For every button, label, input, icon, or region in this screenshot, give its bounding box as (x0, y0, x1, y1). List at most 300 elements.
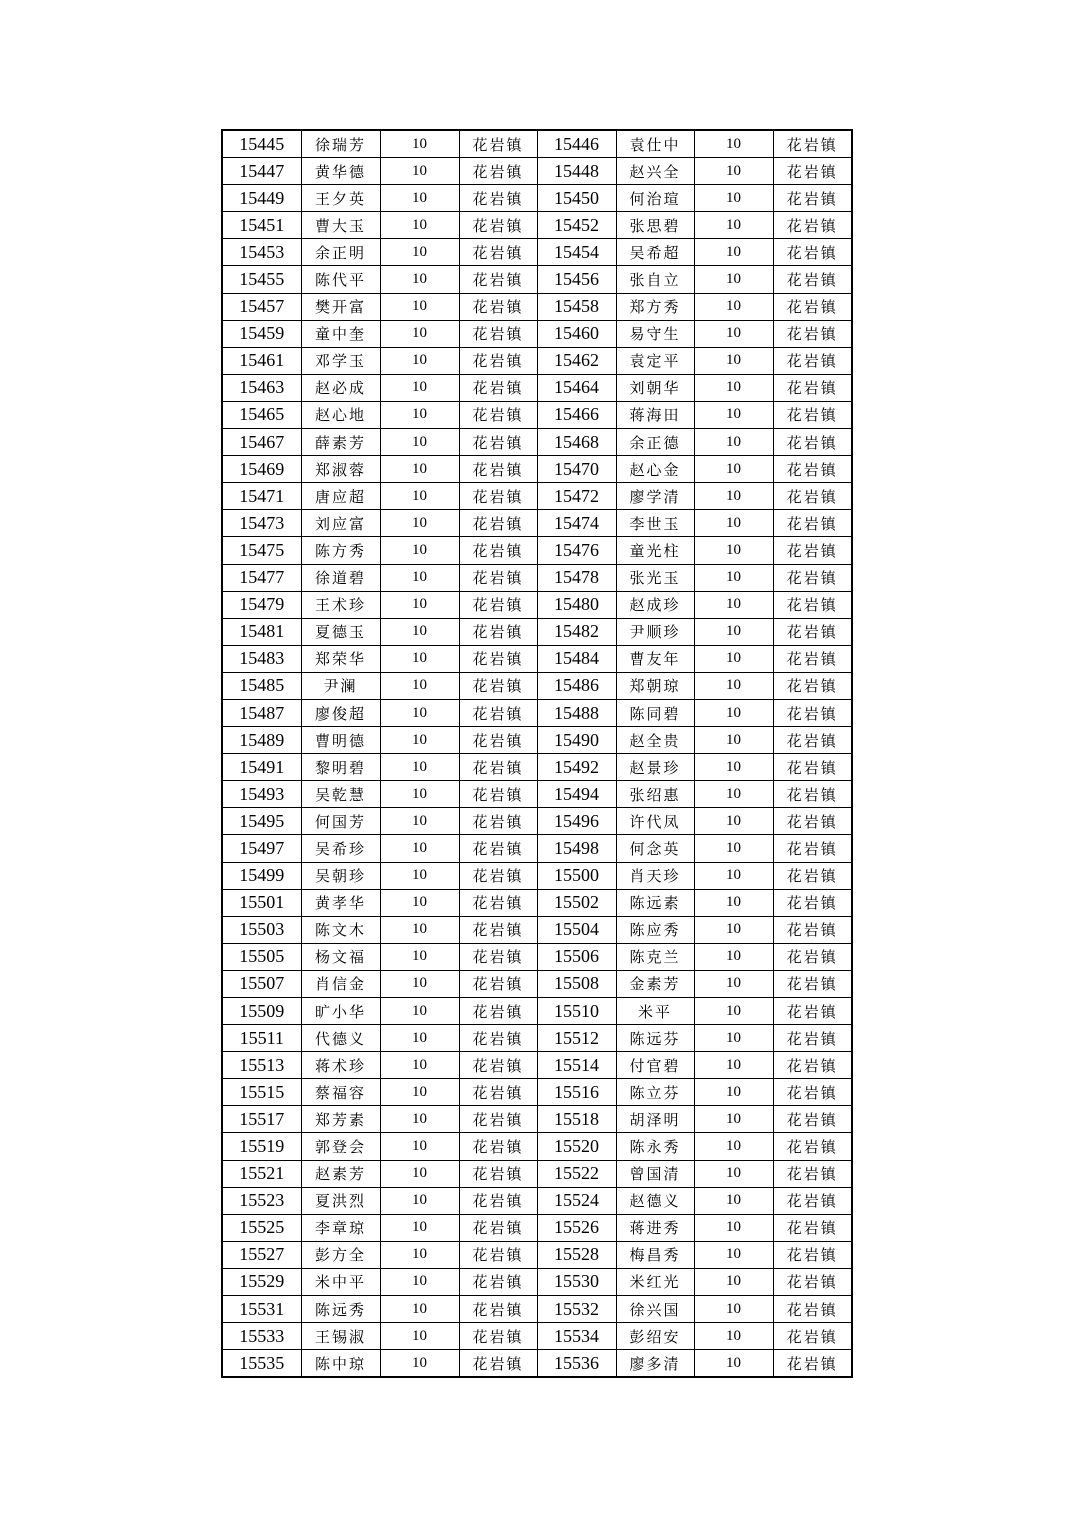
town-cell: 花岩镇 (459, 645, 537, 672)
record-id-cell: 15495 (222, 808, 301, 835)
count-cell: 10 (380, 672, 459, 699)
person-name-cell: 郑方秀 (616, 293, 694, 320)
record-id-cell: 15507 (222, 970, 301, 997)
count-cell: 10 (694, 1025, 773, 1052)
record-id-cell: 15458 (537, 293, 616, 320)
count-cell: 10 (380, 1296, 459, 1323)
person-name-cell: 陈克兰 (616, 943, 694, 970)
table-row (222, 862, 852, 889)
table-row (222, 970, 852, 997)
person-name-cell: 赵素芳 (301, 1160, 380, 1187)
count-cell: 10 (380, 266, 459, 293)
town-cell: 花岩镇 (773, 781, 852, 808)
count-cell: 10 (694, 320, 773, 347)
person-name-cell: 郑朝琼 (616, 672, 694, 699)
person-name-cell: 陈代平 (301, 266, 380, 293)
count-cell: 10 (694, 1187, 773, 1214)
table-row (222, 185, 852, 212)
person-name-cell: 蒋术珍 (301, 1052, 380, 1079)
town-cell: 花岩镇 (459, 185, 537, 212)
town-cell: 花岩镇 (773, 537, 852, 564)
town-cell: 花岩镇 (773, 456, 852, 483)
record-id-cell: 15502 (537, 889, 616, 916)
person-name-cell: 袁定平 (616, 347, 694, 374)
person-name-cell: 黄孝华 (301, 889, 380, 916)
town-cell: 花岩镇 (773, 212, 852, 239)
count-cell: 10 (694, 889, 773, 916)
record-id-cell: 15528 (537, 1241, 616, 1268)
person-name-cell: 徐瑞芳 (301, 130, 380, 158)
count-cell: 10 (380, 727, 459, 754)
person-name-cell: 唐应超 (301, 483, 380, 510)
record-id-cell: 15463 (222, 374, 301, 401)
table-row (222, 916, 852, 943)
record-id-cell: 15461 (222, 347, 301, 374)
person-name-cell: 杨文福 (301, 943, 380, 970)
record-id-cell: 15506 (537, 943, 616, 970)
table-row (222, 754, 852, 781)
table-row (222, 943, 852, 970)
town-cell: 花岩镇 (773, 1025, 852, 1052)
count-cell: 10 (694, 456, 773, 483)
count-cell: 10 (694, 1214, 773, 1241)
person-name-cell: 李世玉 (616, 510, 694, 537)
record-id-cell: 15479 (222, 591, 301, 618)
town-cell: 花岩镇 (459, 1079, 537, 1106)
record-id-cell: 15501 (222, 889, 301, 916)
person-name-cell: 余正明 (301, 239, 380, 266)
town-cell: 花岩镇 (459, 808, 537, 835)
person-name-cell: 曹明德 (301, 727, 380, 754)
record-id-cell: 15486 (537, 672, 616, 699)
count-cell: 10 (380, 1106, 459, 1133)
record-id-cell: 15446 (537, 130, 616, 158)
table-row (222, 130, 852, 158)
town-cell: 花岩镇 (459, 1296, 537, 1323)
record-id-cell: 15500 (537, 862, 616, 889)
town-cell: 花岩镇 (773, 1160, 852, 1187)
table-row (222, 889, 852, 916)
town-cell: 花岩镇 (773, 483, 852, 510)
town-cell: 花岩镇 (773, 1079, 852, 1106)
table-row (222, 374, 852, 401)
person-name-cell: 黎明碧 (301, 754, 380, 781)
record-id-cell: 15508 (537, 970, 616, 997)
record-id-cell: 15464 (537, 374, 616, 401)
table-row (222, 1296, 852, 1323)
count-cell: 10 (380, 835, 459, 862)
person-name-cell: 王术珍 (301, 591, 380, 618)
town-cell: 花岩镇 (459, 537, 537, 564)
person-name-cell: 许代凤 (616, 808, 694, 835)
record-id-cell: 15466 (537, 401, 616, 428)
town-cell: 花岩镇 (459, 320, 537, 347)
table-row (222, 1106, 852, 1133)
table-row (222, 808, 852, 835)
count-cell: 10 (380, 374, 459, 401)
count-cell: 10 (694, 1160, 773, 1187)
count-cell: 10 (694, 266, 773, 293)
town-cell: 花岩镇 (459, 401, 537, 428)
town-cell: 花岩镇 (459, 1106, 537, 1133)
town-cell: 花岩镇 (773, 727, 852, 754)
record-id-cell: 15489 (222, 727, 301, 754)
person-name-cell: 吴朝珍 (301, 862, 380, 889)
record-id-cell: 15510 (537, 998, 616, 1025)
record-id-cell: 15472 (537, 483, 616, 510)
count-cell: 10 (694, 130, 773, 158)
person-name-cell: 吴乾慧 (301, 781, 380, 808)
person-name-cell: 陈同碧 (616, 699, 694, 726)
count-cell: 10 (380, 781, 459, 808)
count-cell: 10 (694, 401, 773, 428)
count-cell: 10 (694, 347, 773, 374)
count-cell: 10 (380, 483, 459, 510)
record-id-cell: 15496 (537, 808, 616, 835)
town-cell: 花岩镇 (459, 456, 537, 483)
record-id-cell: 15459 (222, 320, 301, 347)
count-cell: 10 (380, 1187, 459, 1214)
roster-table (221, 129, 853, 1378)
person-name-cell: 米中平 (301, 1268, 380, 1295)
record-id-cell: 15475 (222, 537, 301, 564)
person-name-cell: 刘朝华 (616, 374, 694, 401)
person-name-cell: 彭绍安 (616, 1323, 694, 1350)
town-cell: 花岩镇 (773, 1241, 852, 1268)
table-row (222, 401, 852, 428)
table-row (222, 429, 852, 456)
table-row (222, 998, 852, 1025)
count-cell: 10 (380, 293, 459, 320)
count-cell: 10 (694, 293, 773, 320)
record-id-cell: 15462 (537, 347, 616, 374)
person-name-cell: 付官碧 (616, 1052, 694, 1079)
record-id-cell: 15485 (222, 672, 301, 699)
record-id-cell: 15532 (537, 1296, 616, 1323)
count-cell: 10 (694, 1350, 773, 1378)
person-name-cell: 米平 (616, 998, 694, 1025)
town-cell: 花岩镇 (773, 564, 852, 591)
table-row (222, 293, 852, 320)
person-name-cell: 黄华德 (301, 158, 380, 185)
town-cell: 花岩镇 (459, 618, 537, 645)
count-cell: 10 (380, 185, 459, 212)
table-row (222, 239, 852, 266)
record-id-cell: 15488 (537, 699, 616, 726)
record-id-cell: 15467 (222, 429, 301, 456)
record-id-cell: 15445 (222, 130, 301, 158)
record-id-cell: 15505 (222, 943, 301, 970)
table-row (222, 212, 852, 239)
table-row (222, 591, 852, 618)
town-cell: 花岩镇 (459, 591, 537, 618)
record-id-cell: 15451 (222, 212, 301, 239)
table-row (222, 835, 852, 862)
count-cell: 10 (694, 672, 773, 699)
person-name-cell: 刘应富 (301, 510, 380, 537)
town-cell: 花岩镇 (773, 1187, 852, 1214)
count-cell: 10 (694, 808, 773, 835)
town-cell: 花岩镇 (459, 754, 537, 781)
count-cell: 10 (694, 1133, 773, 1160)
table-row (222, 564, 852, 591)
person-name-cell: 徐道碧 (301, 564, 380, 591)
town-cell: 花岩镇 (459, 1187, 537, 1214)
person-name-cell: 赵心金 (616, 456, 694, 483)
table-row (222, 1268, 852, 1295)
count-cell: 10 (380, 239, 459, 266)
record-id-cell: 15513 (222, 1052, 301, 1079)
town-cell: 花岩镇 (773, 916, 852, 943)
person-name-cell: 薛素芳 (301, 429, 380, 456)
person-name-cell: 童光柱 (616, 537, 694, 564)
record-id-cell: 15534 (537, 1323, 616, 1350)
record-id-cell: 15503 (222, 916, 301, 943)
person-name-cell: 胡泽明 (616, 1106, 694, 1133)
record-id-cell: 15447 (222, 158, 301, 185)
town-cell: 花岩镇 (773, 754, 852, 781)
person-name-cell: 蒋海田 (616, 401, 694, 428)
count-cell: 10 (694, 998, 773, 1025)
record-id-cell: 15491 (222, 754, 301, 781)
count-cell: 10 (694, 429, 773, 456)
town-cell: 花岩镇 (773, 320, 852, 347)
count-cell: 10 (380, 1241, 459, 1268)
count-cell: 10 (380, 537, 459, 564)
count-cell: 10 (694, 943, 773, 970)
town-cell: 花岩镇 (773, 808, 852, 835)
record-id-cell: 15493 (222, 781, 301, 808)
record-id-cell: 15460 (537, 320, 616, 347)
record-id-cell: 15514 (537, 1052, 616, 1079)
count-cell: 10 (380, 564, 459, 591)
record-id-cell: 15515 (222, 1079, 301, 1106)
table-row (222, 510, 852, 537)
person-name-cell: 樊开富 (301, 293, 380, 320)
record-id-cell: 15522 (537, 1160, 616, 1187)
record-id-cell: 15482 (537, 618, 616, 645)
person-name-cell: 彭方全 (301, 1241, 380, 1268)
record-id-cell: 15471 (222, 483, 301, 510)
count-cell: 10 (380, 889, 459, 916)
person-name-cell: 赵全贵 (616, 727, 694, 754)
table-row (222, 320, 852, 347)
table-row (222, 618, 852, 645)
town-cell: 花岩镇 (773, 943, 852, 970)
count-cell: 10 (694, 916, 773, 943)
count-cell: 10 (380, 456, 459, 483)
person-name-cell: 王锡淑 (301, 1323, 380, 1350)
record-id-cell: 15499 (222, 862, 301, 889)
town-cell: 花岩镇 (773, 672, 852, 699)
person-name-cell: 袁仕中 (616, 130, 694, 158)
town-cell: 花岩镇 (459, 1350, 537, 1378)
person-name-cell: 李章琼 (301, 1214, 380, 1241)
count-cell: 10 (380, 130, 459, 158)
town-cell: 花岩镇 (773, 591, 852, 618)
town-cell: 花岩镇 (459, 672, 537, 699)
record-id-cell: 15456 (537, 266, 616, 293)
count-cell: 10 (694, 645, 773, 672)
table-row (222, 347, 852, 374)
town-cell: 花岩镇 (773, 347, 852, 374)
table-row (222, 1323, 852, 1350)
record-id-cell: 15523 (222, 1187, 301, 1214)
count-cell: 10 (694, 239, 773, 266)
record-id-cell: 15535 (222, 1350, 301, 1378)
town-cell: 花岩镇 (459, 1268, 537, 1295)
table-row (222, 1187, 852, 1214)
town-cell: 花岩镇 (773, 1106, 852, 1133)
town-cell: 花岩镇 (459, 1052, 537, 1079)
town-cell: 花岩镇 (773, 1350, 852, 1378)
person-name-cell: 尹澜 (301, 672, 380, 699)
town-cell: 花岩镇 (773, 699, 852, 726)
record-id-cell: 15519 (222, 1133, 301, 1160)
roster-body (222, 130, 852, 1377)
count-cell: 10 (380, 1052, 459, 1079)
table-row (222, 1214, 852, 1241)
record-id-cell: 15509 (222, 998, 301, 1025)
person-name-cell: 郭登会 (301, 1133, 380, 1160)
person-name-cell: 陈远秀 (301, 1296, 380, 1323)
record-id-cell: 15468 (537, 429, 616, 456)
count-cell: 10 (380, 808, 459, 835)
town-cell: 花岩镇 (459, 212, 537, 239)
table-row (222, 645, 852, 672)
record-id-cell: 15529 (222, 1268, 301, 1295)
town-cell: 花岩镇 (773, 293, 852, 320)
person-name-cell: 尹顺珍 (616, 618, 694, 645)
count-cell: 10 (694, 781, 773, 808)
record-id-cell: 15448 (537, 158, 616, 185)
record-id-cell: 15527 (222, 1241, 301, 1268)
town-cell: 花岩镇 (459, 158, 537, 185)
count-cell: 10 (380, 347, 459, 374)
record-id-cell: 15490 (537, 727, 616, 754)
person-name-cell: 徐兴国 (616, 1296, 694, 1323)
town-cell: 花岩镇 (459, 889, 537, 916)
town-cell: 花岩镇 (773, 1052, 852, 1079)
count-cell: 10 (380, 212, 459, 239)
table-row (222, 1160, 852, 1187)
town-cell: 花岩镇 (773, 266, 852, 293)
record-id-cell: 15531 (222, 1296, 301, 1323)
town-cell: 花岩镇 (773, 835, 852, 862)
record-id-cell: 15455 (222, 266, 301, 293)
town-cell: 花岩镇 (459, 483, 537, 510)
count-cell: 10 (694, 1296, 773, 1323)
count-cell: 10 (380, 1268, 459, 1295)
town-cell: 花岩镇 (773, 130, 852, 158)
person-name-cell: 张光玉 (616, 564, 694, 591)
town-cell: 花岩镇 (459, 130, 537, 158)
person-name-cell: 郑荣华 (301, 645, 380, 672)
town-cell: 花岩镇 (459, 1241, 537, 1268)
count-cell: 10 (380, 320, 459, 347)
town-cell: 花岩镇 (459, 699, 537, 726)
town-cell: 花岩镇 (459, 835, 537, 862)
record-id-cell: 15470 (537, 456, 616, 483)
person-name-cell: 廖学清 (616, 483, 694, 510)
count-cell: 10 (694, 618, 773, 645)
town-cell: 花岩镇 (773, 239, 852, 266)
count-cell: 10 (694, 510, 773, 537)
count-cell: 10 (380, 645, 459, 672)
person-name-cell: 廖俊超 (301, 699, 380, 726)
person-name-cell: 蔡福容 (301, 1079, 380, 1106)
person-name-cell: 张绍惠 (616, 781, 694, 808)
table-row (222, 1052, 852, 1079)
record-id-cell: 15483 (222, 645, 301, 672)
table-row (222, 537, 852, 564)
town-cell: 花岩镇 (459, 239, 537, 266)
count-cell: 10 (380, 510, 459, 537)
town-cell: 花岩镇 (773, 970, 852, 997)
count-cell: 10 (380, 970, 459, 997)
town-cell: 花岩镇 (459, 374, 537, 401)
table-row (222, 1133, 852, 1160)
town-cell: 花岩镇 (773, 1268, 852, 1295)
person-name-cell: 陈中琼 (301, 1350, 380, 1378)
record-id-cell: 15516 (537, 1079, 616, 1106)
count-cell: 10 (694, 862, 773, 889)
person-name-cell: 何治瑄 (616, 185, 694, 212)
town-cell: 花岩镇 (459, 916, 537, 943)
person-name-cell: 陈文木 (301, 916, 380, 943)
count-cell: 10 (694, 1106, 773, 1133)
person-name-cell: 赵心地 (301, 401, 380, 428)
count-cell: 10 (380, 1133, 459, 1160)
record-id-cell: 15512 (537, 1025, 616, 1052)
town-cell: 花岩镇 (773, 374, 852, 401)
count-cell: 10 (380, 429, 459, 456)
town-cell: 花岩镇 (459, 862, 537, 889)
town-cell: 花岩镇 (459, 510, 537, 537)
town-cell: 花岩镇 (773, 1214, 852, 1241)
person-name-cell: 余正德 (616, 429, 694, 456)
count-cell: 10 (380, 1350, 459, 1378)
person-name-cell: 陈远素 (616, 889, 694, 916)
record-id-cell: 15497 (222, 835, 301, 862)
person-name-cell: 陈应秀 (616, 916, 694, 943)
record-id-cell: 15465 (222, 401, 301, 428)
count-cell: 10 (380, 943, 459, 970)
town-cell: 花岩镇 (773, 998, 852, 1025)
record-id-cell: 15469 (222, 456, 301, 483)
record-id-cell: 15526 (537, 1214, 616, 1241)
town-cell: 花岩镇 (773, 645, 852, 672)
town-cell: 花岩镇 (459, 781, 537, 808)
town-cell: 花岩镇 (459, 429, 537, 456)
table-row (222, 158, 852, 185)
town-cell: 花岩镇 (773, 401, 852, 428)
record-id-cell: 15533 (222, 1323, 301, 1350)
record-id-cell: 15477 (222, 564, 301, 591)
count-cell: 10 (694, 564, 773, 591)
town-cell: 花岩镇 (773, 185, 852, 212)
record-id-cell: 15453 (222, 239, 301, 266)
person-name-cell: 张自立 (616, 266, 694, 293)
table-row (222, 1350, 852, 1378)
record-id-cell: 15481 (222, 618, 301, 645)
count-cell: 10 (694, 374, 773, 401)
count-cell: 10 (694, 699, 773, 726)
person-name-cell: 邓学玉 (301, 347, 380, 374)
record-id-cell: 15520 (537, 1133, 616, 1160)
table-row (222, 727, 852, 754)
count-cell: 10 (694, 754, 773, 781)
